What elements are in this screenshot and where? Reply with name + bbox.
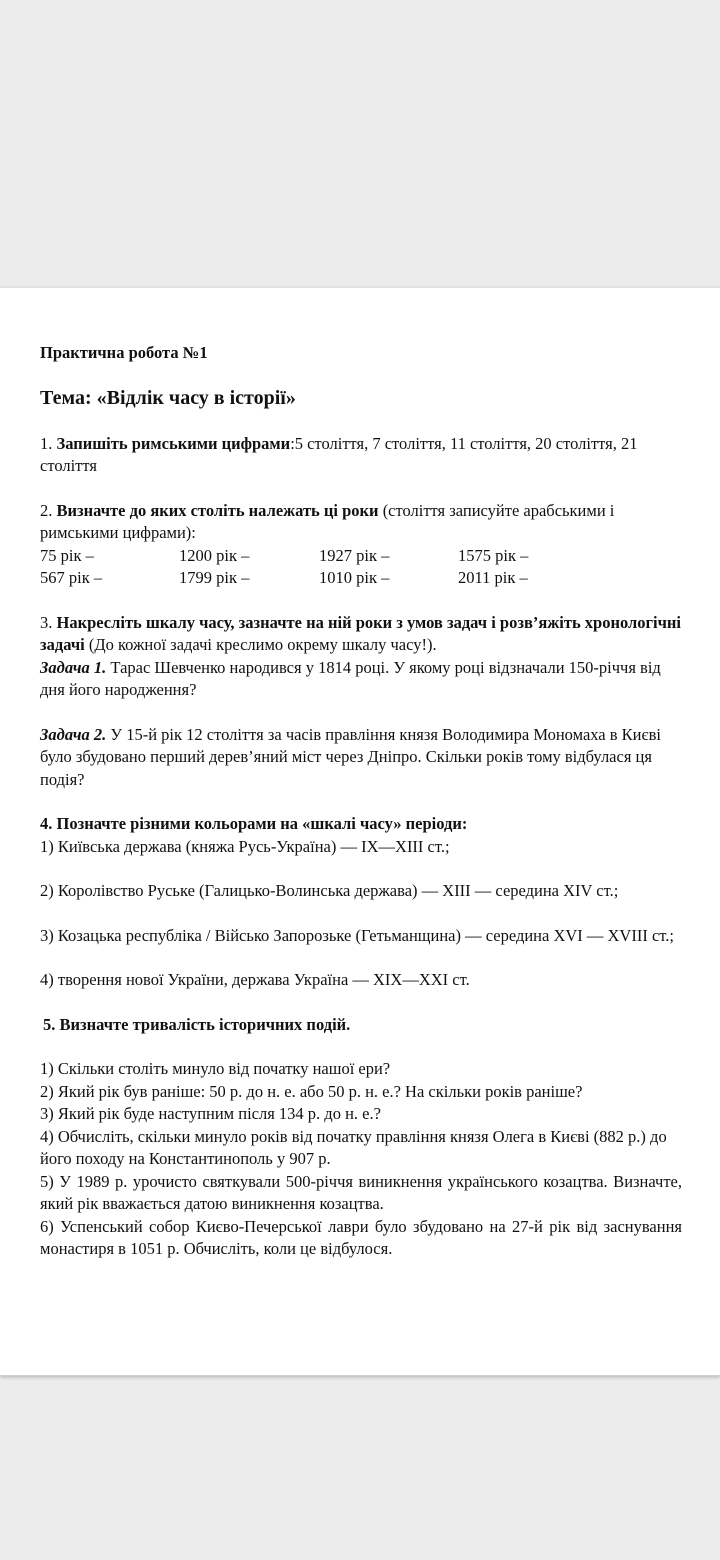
years-table xyxy=(40,545,682,590)
task-2-bold: Визначте до яких століть належать ці роки xyxy=(56,500,379,520)
duration-item: 2) Який рік був раніше: 50 р. до н. е. або 50 р. н. е.? На скільки років раніше? xyxy=(40,1081,583,1101)
task-2 xyxy=(40,500,682,545)
task-1-number: 1. xyxy=(40,433,57,453)
duration-item: 5) У 1989 р. урочисто святкували 500-річчя виникнення українського козацтва. Визначте, який рік вважається датою виникнення козацтва. xyxy=(40,1171,682,1213)
problem-1 xyxy=(40,657,682,702)
problem-1-text: Тарас Шевченко народився у 1814 році. У якому році відзначали 150-річчя від дня його народження? xyxy=(40,657,661,699)
task-1 xyxy=(40,433,682,478)
duration-item: 4) Обчисліть, скільки минуло років від початку правління князя Олега в Києві (882 р.) до його походу на Константинополь у 907 р. xyxy=(40,1126,667,1168)
problem-2-text: У 15-й рік 12 століття за часів правління князя Володимира Мономаха в Києві було збудовано перший дерев’яний міст через Дніпро. Скільки років тому відбулася ця подія? xyxy=(40,724,661,789)
year-cell: 1575 рік – xyxy=(458,545,529,565)
task-3-text: (До кожної задачі креслимо окрему шкалу часу!). xyxy=(84,635,437,654)
year-cell: 567 рік – xyxy=(40,568,103,587)
task-3-bold: Накресліть шкалу часу, зазначте на ній роки з умов задач і розв’яжіть хронологічні задачі xyxy=(40,612,682,654)
document-topic: Тема: «Відлік часу в історії» xyxy=(40,386,296,409)
problem-2-label: Задача 2. xyxy=(40,724,107,744)
year-cell: 2011 рік – xyxy=(458,568,528,587)
task-1-bold: Запишіть римськими цифрами xyxy=(56,433,291,453)
duration-item: 1) Скільки століть минуло від початку нашої ери? xyxy=(40,1059,391,1078)
year-cell: 1799 рік – xyxy=(179,568,250,587)
period-item: 4) творення нової України, держава Україна — XIX—XXI ст. xyxy=(40,970,470,989)
task-3 xyxy=(40,612,682,657)
year-cell: 1927 рік – xyxy=(319,545,390,565)
period-item: 2) Королівство Руське (Галицько-Волинська держава) — XIII — середина XIV ст.; xyxy=(40,881,619,900)
year-cell: 1010 рік – xyxy=(319,568,390,587)
period-item: 3) Козацька республіка / Військо Запорозьке (Гетьманщина) — середина XVI — XVIII ст.; xyxy=(40,925,674,945)
problem-1-label: Задача 1. xyxy=(40,657,107,677)
problem-2 xyxy=(40,724,682,792)
year-cell: 1200 рік – xyxy=(179,545,250,565)
period-item: 1) Київська держава (княжа Русь-Україна) — IX—XIII ст.; xyxy=(40,836,450,856)
task-4-title: 4. Позначте різними кольорами на «шкалі часу» періоди: xyxy=(40,814,468,833)
document-content xyxy=(40,342,682,1261)
task-2-number: 2. xyxy=(40,500,57,520)
duration-item: 3) Який рік буде наступним після 134 р. до н. е.? xyxy=(40,1104,381,1123)
task-3-number: 3. xyxy=(40,612,57,632)
year-cell: 75 рік – xyxy=(40,545,94,565)
document-heading: Практична робота №1 xyxy=(40,343,208,362)
task-5-title: 5. Визначте тривалість історичних подій. xyxy=(43,1014,351,1034)
document-page xyxy=(0,288,720,1376)
task-2-text: (століття записуйте арабськими і римськими цифрами): xyxy=(40,500,615,542)
task-1-text: :5 століття, 7 століття, 11 століття, 20 століття, 21 століття xyxy=(40,433,638,475)
duration-item: 6) Успенський собор Києво-Печерської лаври було збудовано на 27-й рік від заснування монастиря в 1051 р. Обчисліть, коли це відбулося. xyxy=(40,1216,682,1258)
